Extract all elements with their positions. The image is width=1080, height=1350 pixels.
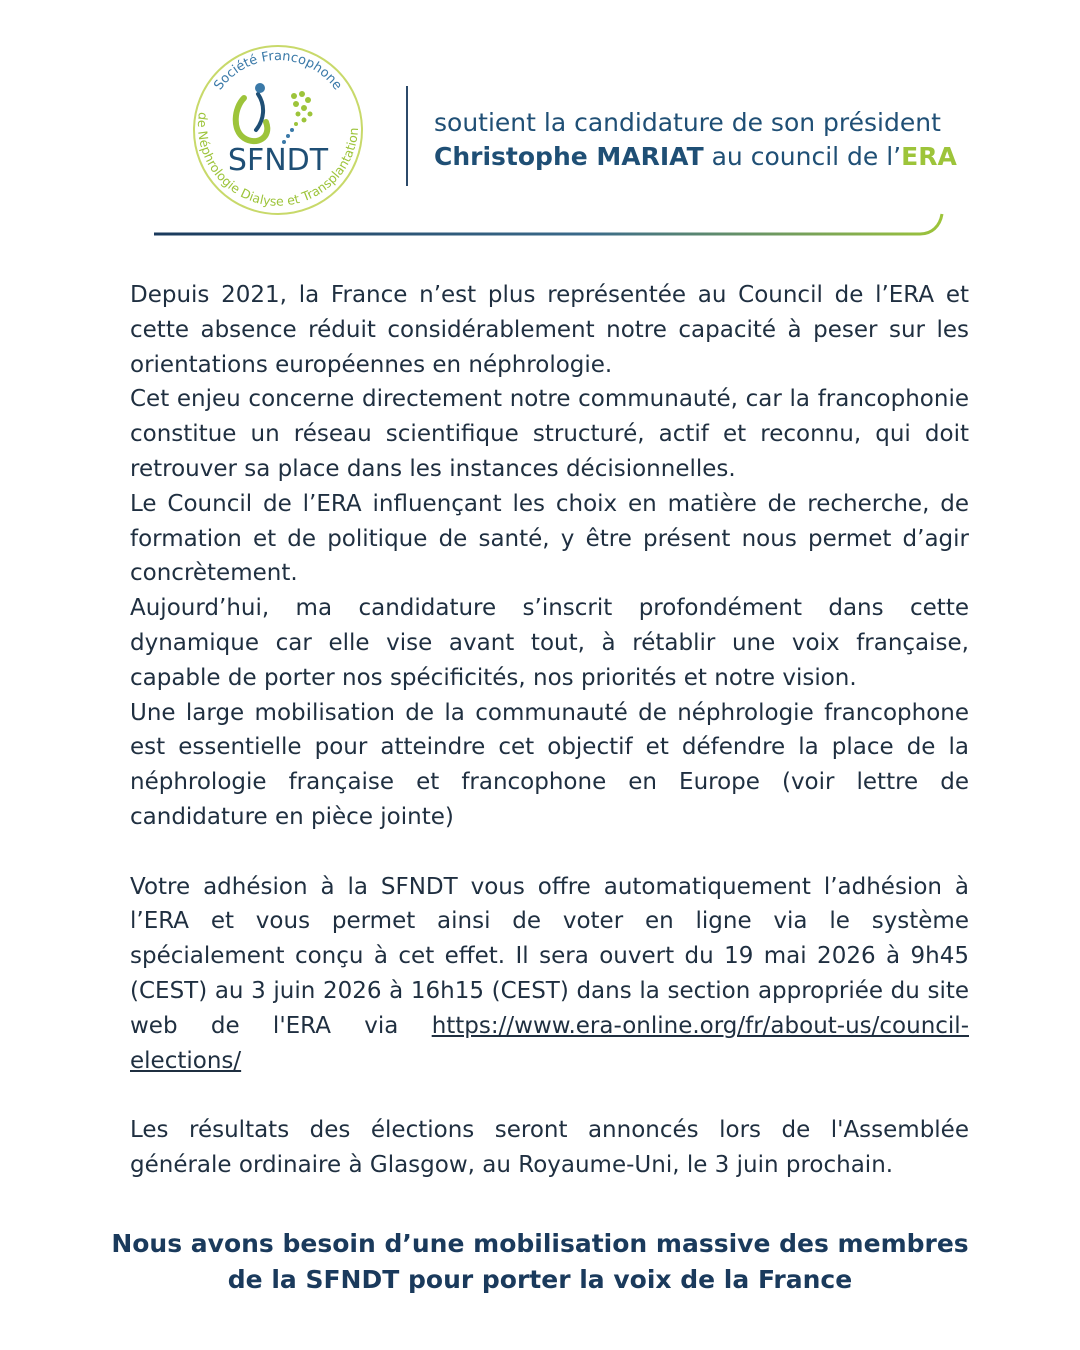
era-elections-link[interactable]: https://www.era-online.org/fr/about-us/council-elections/ (130, 1012, 969, 1074)
paragraph-5: Une large mobilisation de la communauté de néphrologie francophone est essentielle pour atteindre cet objectif et défendre la place de la néphrologie française et francophone en Europe (voir lettre de candidature en pièce jointe) (130, 699, 969, 830)
header-divider (406, 86, 408, 186)
closing-line-2: de la SFNDT pour porter la voix de la France (227, 1265, 853, 1294)
candidate-name: Christophe MARIAT (434, 142, 704, 171)
tagline-mid: au council de l’ (703, 142, 902, 171)
logo-acronym: SFNDT (227, 143, 329, 178)
paragraph-2: Cet enjeu concerne directement notre communauté, car la francophonie constitue un réseau scientifique structuré, actif et reconnu, qui doit retrouver sa place dans les instances décisionnelles. (130, 386, 969, 482)
paragraph-4: Aujourd’hui, ma candidature s’inscrit profondément dans cette dynamique car elle vise avant tout, à rétablir une voix française, capable de porter nos spécificités, nos priorités et notre vision. (130, 595, 969, 691)
paragraph-6-text: Votre adhésion à la SFNDT vous offre automatiquement l’adhésion à l’ERA et vous permet ainsi de voter en ligne via le système spécialement conçu à cet effet. Il sera ouvert du 19 mai 2026 à 9h45 (CEST) au 3 juin 2026 à 16h15 (CEST) dans la section appropriée du site web de l'ERA via (130, 873, 969, 1039)
era-label: ERA (901, 142, 957, 171)
closing-statement (60, 1226, 1020, 1298)
paragraph-6 (130, 870, 969, 1079)
header-swoosh (150, 206, 950, 246)
tagline-line1: soutient la candidature de son président (434, 108, 941, 137)
paragraph-7: Les résultats des élections seront annoncés lors de l'Assemblée générale ordinaire à Glasgow, au Royaume-Uni, le 3 juin prochain. (130, 1117, 969, 1178)
tagline-line2 (434, 140, 1034, 174)
svg-text:Société Francophone: Société Francophone (211, 48, 345, 94)
sfndt-logo (186, 38, 370, 222)
svg-text:de Néphrologie Dialyse et Tran: de Néphrologie Dialyse et Transplantation (194, 111, 362, 209)
header-tagline (434, 106, 1034, 174)
closing-line-1: Nous avons besoin d’une mobilisation massive des membres (111, 1229, 969, 1258)
paragraph-3: Le Council de l’ERA influençant les choix en matière de recherche, de formation et de politique de santé, y être présent nous permet d’agir concrètement. (130, 490, 969, 587)
body-text (130, 278, 969, 1183)
paragraph-1: Depuis 2021, la France n’est plus représentée au Council de l’ERA et cette absence réduit considérablement notre capacité à peser sur les orientations européennes en néphrologie. (130, 282, 969, 378)
